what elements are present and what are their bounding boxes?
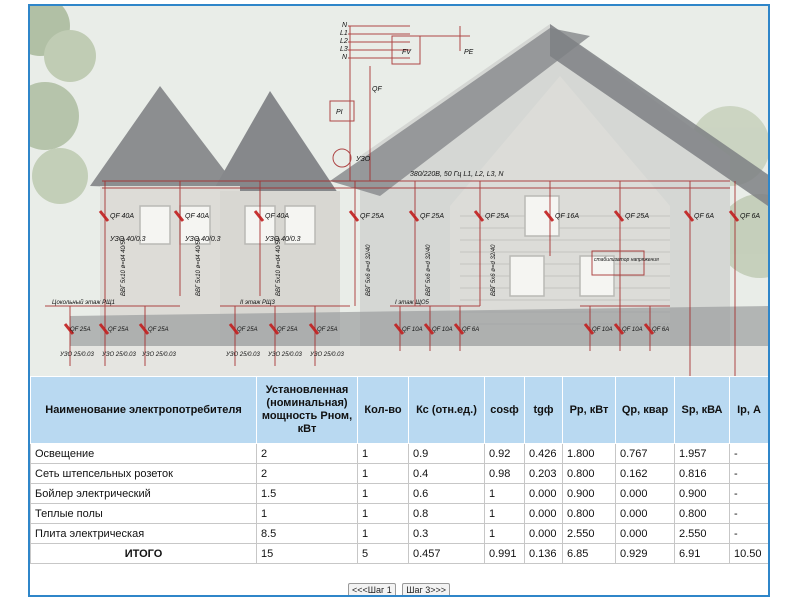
header-name: Наименование электропотребителя <box>31 377 257 444</box>
phase-label: N <box>342 54 348 61</box>
cell-name: Бойлер электрический <box>31 484 257 504</box>
group-breaker-label: QF 6A <box>740 213 761 220</box>
cell-kc: 0.6 <box>409 484 485 504</box>
load-calculation-table-wrap <box>30 376 768 564</box>
house-schematic-illustration <box>30 6 768 376</box>
sub-rcd-label: УЗО 25/0.03 <box>60 352 94 358</box>
sub-rcd-label: УЗО 25/0.03 <box>226 352 260 358</box>
phase-label: L1 <box>340 30 348 37</box>
group-breaker-label: QF 25A <box>625 213 649 220</box>
sub-rcd-label: УЗО 25/0.03 <box>310 352 344 358</box>
cell-qp: 0.162 <box>616 464 675 484</box>
header-qp: Qр, квар <box>616 377 675 444</box>
cell-pp: 2.550 <box>563 524 616 544</box>
header-power: Установленная (номинальная) мощность Рном, кВт <box>257 377 358 444</box>
cell-qty: 1 <box>358 444 409 464</box>
cell-tg: 0.000 <box>525 484 563 504</box>
sub-breaker-label: QF 25A <box>237 327 258 333</box>
header-sp: Sр, кВА <box>675 377 730 444</box>
calculator-frame <box>28 4 770 597</box>
supply-label: 380/220В, 50 Гц L1, L2, L3, N <box>410 171 504 178</box>
header-cos: cosф <box>485 377 525 444</box>
pe-label: PE <box>464 49 474 56</box>
sub-breaker-label: QF 10A <box>622 327 643 333</box>
cell-tg: 0.203 <box>525 464 563 484</box>
phase-label: N <box>342 22 348 29</box>
total-sp: 6.91 <box>675 544 730 564</box>
panel-label: Цокольный этаж РЩ1 <box>52 300 116 306</box>
table-row <box>31 504 769 524</box>
cell-kc: 0.4 <box>409 464 485 484</box>
cell-kc: 0.3 <box>409 524 485 544</box>
cell-qty: 1 <box>358 464 409 484</box>
stabilizer-label: стабилизатор напряжения <box>594 257 659 263</box>
panel-label: II этаж РЩ3 <box>240 300 275 306</box>
cable-label: ВВГ 5x10 ø=d4 40/50 <box>196 237 202 296</box>
cell-power: 2 <box>257 444 358 464</box>
total-kc: 0.457 <box>409 544 485 564</box>
meter-label: PI <box>336 109 343 116</box>
cell-ip: - <box>730 444 769 464</box>
group-breaker-label: QF 6A <box>694 213 715 220</box>
total-power: 15 <box>257 544 358 564</box>
cell-cos: 1 <box>485 504 525 524</box>
sub-breaker-label: QF 25A <box>277 327 298 333</box>
cable-label: ВВГ 5x6 ø=d 32/40 <box>491 244 497 296</box>
cell-tg: 0.000 <box>525 504 563 524</box>
cell-qp: 0.000 <box>616 524 675 544</box>
sub-breaker-label: QF 6A <box>652 327 670 333</box>
group-breaker-label: QF 40A <box>185 213 209 220</box>
cell-cos: 1 <box>485 484 525 504</box>
cell-sp: 0.900 <box>675 484 730 504</box>
sub-breaker-label: QF 25A <box>148 327 169 333</box>
total-pp: 6.85 <box>563 544 616 564</box>
sub-breaker-label: QF 10A <box>432 327 453 333</box>
cell-sp: 1.957 <box>675 444 730 464</box>
rcd-group-label: УЗО 40/0.3 <box>110 236 146 243</box>
rcd-group-label: УЗО 40/0.3 <box>265 236 301 243</box>
phase-label: L3 <box>340 46 348 53</box>
header-tg: tgф <box>525 377 563 444</box>
qf-main-label: QF <box>372 86 382 93</box>
step-navigation <box>30 580 768 597</box>
phase-label: L2 <box>340 38 348 45</box>
cell-ip: - <box>730 464 769 484</box>
sub-breaker-label: QF 25A <box>317 327 338 333</box>
cell-pp: 1.800 <box>563 444 616 464</box>
cell-kc: 0.8 <box>409 504 485 524</box>
cell-power: 2 <box>257 464 358 484</box>
cell-qty: 1 <box>358 484 409 504</box>
cell-name: Освещение <box>31 444 257 464</box>
cell-sp: 2.550 <box>675 524 730 544</box>
total-qp: 0.929 <box>616 544 675 564</box>
sub-rcd-label: УЗО 25/0.03 <box>142 352 176 358</box>
prev-step-button[interactable]: <<<Шаг 1 <box>348 583 396 597</box>
load-calculation-table <box>30 376 769 564</box>
cell-name: Сеть штепсельных розеток <box>31 464 257 484</box>
total-qty: 5 <box>358 544 409 564</box>
next-step-button[interactable]: Шаг 3>>> <box>402 583 450 597</box>
total-ip: 10.50 <box>730 544 769 564</box>
sub-breaker-label: QF 25A <box>70 327 91 333</box>
table-row <box>31 524 769 544</box>
group-breaker-label: QF 25A <box>420 213 444 220</box>
cable-label: ВВГ 5x10 ø=d4 40/50 <box>121 237 127 296</box>
table-row <box>31 464 769 484</box>
header-qty: Кол-во <box>358 377 409 444</box>
cell-sp: 0.800 <box>675 504 730 524</box>
rcd-group-label: УЗО 40/0.3 <box>185 236 221 243</box>
cell-ip: - <box>730 524 769 544</box>
cell-cos: 0.98 <box>485 464 525 484</box>
cell-cos: 1 <box>485 524 525 544</box>
header-ip: Iр, А <box>730 377 769 444</box>
cell-name: Теплые полы <box>31 504 257 524</box>
cable-label: ВВГ 5x6 ø=d 32/40 <box>426 244 432 296</box>
group-breaker-label: QF 25A <box>360 213 384 220</box>
group-breaker-label: QF 16A <box>555 213 579 220</box>
total-tg: 0.136 <box>525 544 563 564</box>
cell-name: Плита электрическая <box>31 524 257 544</box>
cell-qp: 0.000 <box>616 484 675 504</box>
cell-power: 8.5 <box>257 524 358 544</box>
cell-ip: - <box>730 484 769 504</box>
cell-qp: 0.767 <box>616 444 675 464</box>
rcd-main-label: УЗО <box>356 156 371 163</box>
cable-label: ВВГ 5x10 ø=d4 40/50 <box>276 237 282 296</box>
cell-power: 1 <box>257 504 358 524</box>
fv-label: FV <box>402 49 411 56</box>
cell-pp: 0.800 <box>563 504 616 524</box>
cell-qty: 1 <box>358 524 409 544</box>
panel-label: I этаж ЩО5 <box>395 300 429 306</box>
cell-pp: 0.900 <box>563 484 616 504</box>
cell-qp: 0.000 <box>616 504 675 524</box>
group-breaker-label: QF 40A <box>265 213 289 220</box>
header-kc: Кс (отн.ед.) <box>409 377 485 444</box>
cell-cos: 0.92 <box>485 444 525 464</box>
total-label: ИТОГО <box>31 544 257 564</box>
table-total-row <box>31 544 769 564</box>
cell-kc: 0.9 <box>409 444 485 464</box>
table-row <box>31 484 769 504</box>
sub-breaker-label: QF 6A <box>462 327 480 333</box>
cell-qty: 1 <box>358 504 409 524</box>
sub-breaker-label: QF 10A <box>592 327 613 333</box>
sub-breaker-label: QF 10A <box>402 327 423 333</box>
sub-rcd-label: УЗО 25/0.03 <box>102 352 136 358</box>
group-breaker-label: QF 40A <box>110 213 134 220</box>
sub-rcd-label: УЗО 25/0.03 <box>268 352 302 358</box>
cell-ip: - <box>730 504 769 524</box>
total-cos: 0.991 <box>485 544 525 564</box>
cable-label: ВВГ 5x6 ø=d 32/40 <box>366 244 372 296</box>
cell-power: 1.5 <box>257 484 358 504</box>
cell-pp: 0.800 <box>563 464 616 484</box>
table-header-row <box>31 377 769 444</box>
group-breaker-label: QF 25A <box>485 213 509 220</box>
table-row <box>31 444 769 464</box>
header-pp: Рр, кВт <box>563 377 616 444</box>
cell-tg: 0.426 <box>525 444 563 464</box>
cell-tg: 0.000 <box>525 524 563 544</box>
sub-breaker-label: QF 25A <box>108 327 129 333</box>
cell-sp: 0.816 <box>675 464 730 484</box>
